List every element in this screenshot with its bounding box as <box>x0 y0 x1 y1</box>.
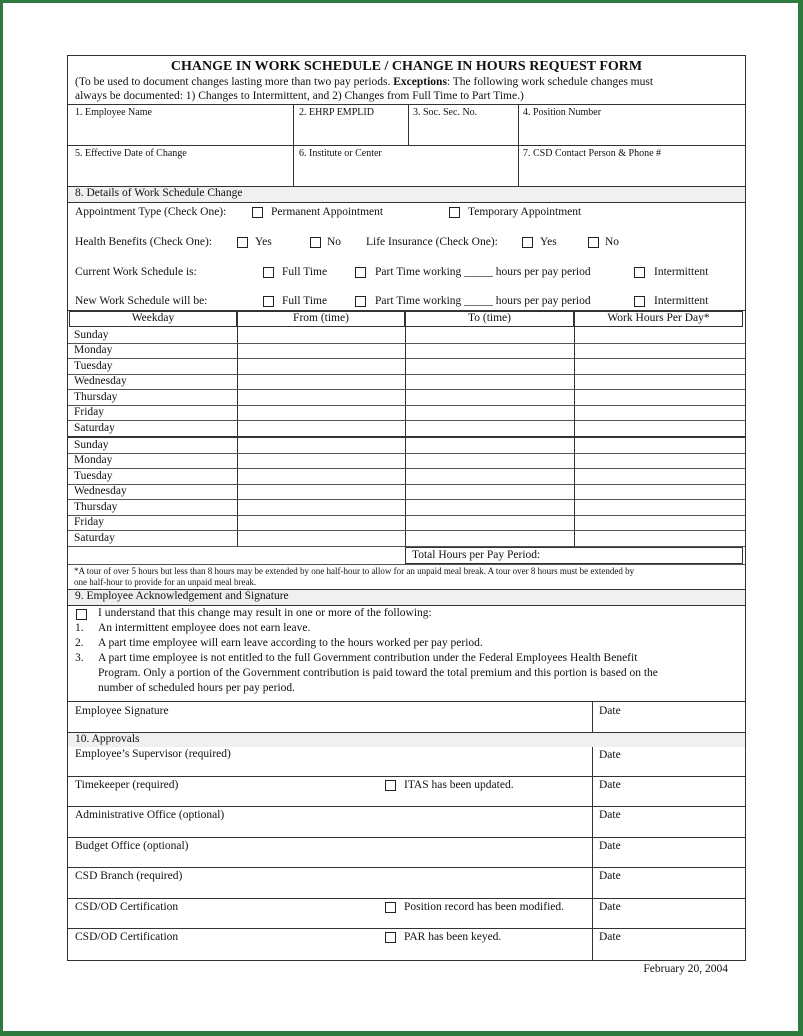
health-benefits-no-label: No <box>327 236 342 248</box>
item2-number: 2. <box>75 637 84 649</box>
health-benefits-yes-label: Yes <box>255 236 272 248</box>
item3-text-line3: number of scheduled hours per pay period. <box>98 682 296 694</box>
week1-day: Wednesday <box>74 375 127 387</box>
header-weekday: Weekday <box>69 311 237 327</box>
footnote-line2: one half-hour to provide for an unpaid meal break. <box>74 577 257 587</box>
item3-text-line2: Program. Only a portion of the Government contribution is paid toward the total premium and this portion is based on the <box>98 667 658 679</box>
current-part-time-checkbox[interactable] <box>355 267 366 278</box>
csd-od-certification-2-date[interactable]: Date <box>599 931 621 943</box>
supervisor-date[interactable]: Date <box>599 749 621 761</box>
week1-day: Tuesday <box>74 360 113 372</box>
itas-updated-label: ITAS has been updated. <box>404 779 514 791</box>
health-benefits-yes-checkbox[interactable] <box>237 237 248 248</box>
item3-text-line1: A part time employee is not entitled to the full Government contribution under the Federal Employees Health Benefit <box>98 652 638 664</box>
new-schedule-label: New Work Schedule will be: <box>75 295 208 307</box>
csd-branch-signature-field[interactable]: CSD Branch (required) <box>75 870 183 882</box>
week2-day: Tuesday <box>74 470 113 482</box>
new-part-time-label: Part Time working _____ hours per pay period <box>375 295 591 307</box>
budget-office-date[interactable]: Date <box>599 840 621 852</box>
acknowledge-checkbox[interactable] <box>76 609 87 620</box>
form-subtitle-line1 <box>75 76 653 88</box>
temporary-appointment-label: Temporary Appointment <box>468 206 582 218</box>
field-position-number[interactable]: 4. Position Number <box>523 107 602 118</box>
csd-od-certification-1-field[interactable]: CSD/OD Certification <box>75 901 179 913</box>
life-insurance-no-checkbox[interactable] <box>588 237 599 248</box>
permanent-appointment-checkbox[interactable] <box>252 207 263 218</box>
section10-heading: 10. Approvals <box>75 733 140 745</box>
page <box>3 3 798 1031</box>
csd-branch-date[interactable]: Date <box>599 870 621 882</box>
section8-heading: 8. Details of Work Schedule Change <box>75 187 243 199</box>
appointment-type-label: Appointment Type (Check One): <box>75 206 227 218</box>
field-ssn[interactable]: 3. Soc. Sec. No. <box>413 107 478 118</box>
form-subtitle-line2: always be documented: 1) Changes to Intermittent, and 2) Changes from Full Time to Part Time.) <box>75 90 524 102</box>
position-record-label: Position record has been modified. <box>404 901 565 913</box>
week1-day: Sunday <box>74 329 109 341</box>
current-full-time-label: Full Time <box>282 266 328 278</box>
work-schedule-form <box>67 55 746 961</box>
item3-number: 3. <box>75 652 84 664</box>
new-full-time-checkbox[interactable] <box>263 296 274 307</box>
week2-day: Saturday <box>74 532 115 544</box>
understand-text: I understand that this change may result in one or more of the following: <box>98 607 432 619</box>
week1-day: Saturday <box>74 422 115 434</box>
budget-office-signature-field[interactable]: Budget Office (optional) <box>75 840 189 852</box>
itas-updated-checkbox[interactable] <box>385 780 396 791</box>
current-full-time-checkbox[interactable] <box>263 267 274 278</box>
week1-day: Monday <box>74 344 113 356</box>
week1-day: Friday <box>74 406 105 418</box>
new-intermittent-checkbox[interactable] <box>634 296 645 307</box>
header-from-time: From (time) <box>237 311 405 327</box>
current-schedule-label: Current Work Schedule is: <box>75 266 197 278</box>
subtitle-exceptions: Exceptions <box>393 76 447 88</box>
new-intermittent-label: Intermittent <box>654 295 709 307</box>
header-to-time: To (time) <box>405 311 574 327</box>
subtitle-part-a: (To be used to document changes lasting more than two pay periods. <box>75 76 394 88</box>
employee-signature-field[interactable]: Employee Signature <box>75 705 169 717</box>
timekeeper-date[interactable]: Date <box>599 779 621 791</box>
subtitle-part-b: : The following work schedule changes must <box>446 76 654 88</box>
week2-day: Thursday <box>74 501 118 513</box>
week2-day: Wednesday <box>74 485 127 497</box>
par-keyed-checkbox[interactable] <box>385 932 396 943</box>
field-employee-name[interactable]: 1. Employee Name <box>75 107 152 118</box>
admin-office-date[interactable]: Date <box>599 809 621 821</box>
revision-date: February 20, 2004 <box>643 963 728 975</box>
item1-text: An intermittent employee does not earn leave. <box>98 622 311 634</box>
footnote-line1: *A tour of over 5 hours but less than 8 hours may be extended by one half-hour to allow for an unpaid meal break. A tour over 8 hours must be extended by <box>74 566 635 576</box>
admin-office-signature-field[interactable]: Administrative Office (optional) <box>75 809 225 821</box>
temporary-appointment-checkbox[interactable] <box>449 207 460 218</box>
field-institute[interactable]: 6. Institute or Center <box>299 148 382 159</box>
field-csd-contact[interactable]: 7. CSD Contact Person & Phone # <box>523 148 662 159</box>
current-part-time-label: Part Time working _____ hours per pay period <box>375 266 591 278</box>
life-insurance-yes-label: Yes <box>540 236 557 248</box>
health-benefits-label: Health Benefits (Check One): <box>75 236 212 248</box>
week1-day: Thursday <box>74 391 118 403</box>
employee-signature-date[interactable]: Date <box>599 705 621 717</box>
csd-od-certification-1-date[interactable]: Date <box>599 901 621 913</box>
health-benefits-no-checkbox[interactable] <box>310 237 321 248</box>
week2-day: Monday <box>74 454 113 466</box>
field-effective-date[interactable]: 5. Effective Date of Change <box>75 148 187 159</box>
new-part-time-checkbox[interactable] <box>355 296 366 307</box>
par-keyed-label: PAR has been keyed. <box>404 931 502 943</box>
life-insurance-label: Life Insurance (Check One): <box>366 236 498 248</box>
permanent-appointment-label: Permanent Appointment <box>271 206 384 218</box>
week2-day: Sunday <box>74 439 109 451</box>
total-hours-label: Total Hours per Pay Period: <box>412 549 541 561</box>
week2-day: Friday <box>74 516 105 528</box>
form-title: CHANGE IN WORK SCHEDULE / CHANGE IN HOURS REQUEST FORM <box>170 59 643 74</box>
current-intermittent-checkbox[interactable] <box>634 267 645 278</box>
position-record-checkbox[interactable] <box>385 902 396 913</box>
header-work-hours: Work Hours Per Day* <box>574 311 743 327</box>
current-intermittent-label: Intermittent <box>654 266 709 278</box>
field-ehrp-emplid[interactable]: 2. EHRP EMPLID <box>299 107 374 118</box>
timekeeper-signature-field[interactable]: Timekeeper (required) <box>75 779 179 791</box>
life-insurance-yes-checkbox[interactable] <box>522 237 533 248</box>
item2-text: A part time employee will earn leave according to the hours worked per pay period. <box>98 637 483 649</box>
life-insurance-no-label: No <box>605 236 620 248</box>
item1-number: 1. <box>75 622 84 634</box>
total-hours-cell[interactable] <box>405 547 743 564</box>
new-full-time-label: Full Time <box>282 295 328 307</box>
supervisor-signature-field[interactable]: Employee’s Supervisor (required) <box>75 748 231 760</box>
csd-od-certification-2-field[interactable]: CSD/OD Certification <box>75 931 179 943</box>
section9-heading: 9. Employee Acknowledgement and Signature <box>75 590 289 602</box>
